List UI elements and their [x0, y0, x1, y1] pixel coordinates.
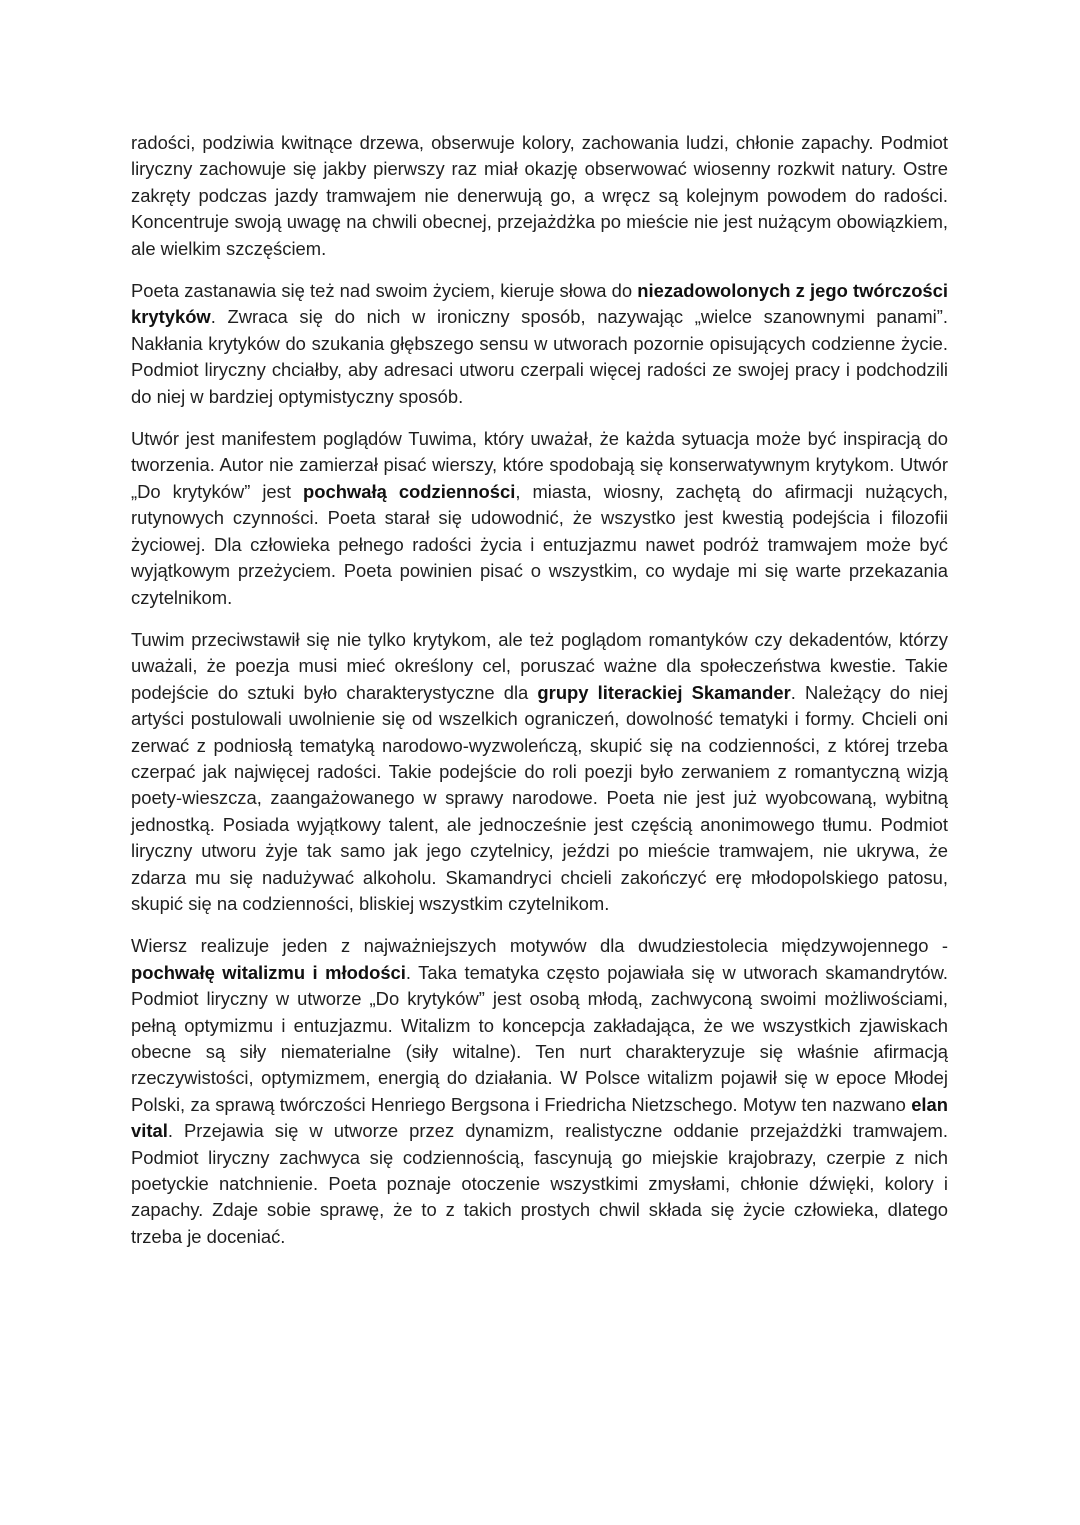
paragraph-3: [131, 426, 948, 611]
document-page: [131, 130, 948, 1266]
bold-phrase: elan vital: [131, 1093, 948, 1142]
text-segment: . Zwraca się do nich w ironiczny sposób, nazywając „wielce szanownymi panami”. Nakłania krytyków do szukania głębszego sensu w utworach pozornie opisujących codzienne życie. Podmiot liryczny chciałby, aby adresaci utworu czerpali więcej radości ze swojej pracy i podchodzili do niej w bardziej optymistyczny sposób.: [131, 306, 948, 407]
bold-phrase: pochwałą codzienności: [303, 480, 516, 502]
text-segment: . Należący do niej artyści postulowali uwolnienie się od wszelkich ograniczeń, dowolność tematyki i formy. Chcieli oni zerwać z podniosłą tematyką narodowo-wyzwoleńczą, skupić się na codzienności, z której trzeba czerpać jak najwięcej radości. Takie podejście do roli poezji było zerwaniem z romantyczną wizją poety-wieszcza, zaangażowanego w sprawy narodowe. Poeta nie jest już wyobcowaną, wybitną jednostką. Posiada wyjątkowy talent, ale jednocześnie jest częścią anonimowego tłumu. Podmiot liryczny utworu żyje tak samo jak jego czytelnicy, jeździ po mieście tramwajem, nie ukrywa, że zdarza mu się nadużywać alkoholu. Skamandryci chcieli zakończyć erę młodopolskiego patosu, skupić się na codzienności, bliskiej wszystkim czytelnikom.: [131, 681, 948, 914]
text-segment: Utwór jest manifestem poglądów Tuwima, który uważał, że każda sytuacja może być inspiracją do tworzenia. Autor nie zamierzał pisać wierszy, które spodobają się konserwatywnym krytykom. Utwór „Do krytyków” jest: [131, 428, 948, 502]
paragraph-2: [131, 278, 948, 410]
text-segment: , miasta, wiosny, zachętą do afirmacji nużących, rutynowych czynności. Poeta starał się udowodnić, że wszystko jest kwestią podejścia i filozofii życiowej. Dla człowieka pełnego radości życia i entuzjazmu nawet podróż tramwajem może być wyjątkowym przeżyciem. Poeta powinien pisać o wszystkim, co wydaje mi się warte przekazania czytelnikom.: [131, 480, 948, 608]
text-segment: radości, podziwia kwitnące drzewa, obserwuje kolory, zachowania ludzi, chłonie zapachy. Podmiot liryczny zachowuje się jakby pierwszy raz miał okazję obserwować wiosenny rozkwit natury. Ostre zakręty podczas jazdy tramwajem nie denerwują go, a wręcz są kolejnym powodem do radości. Koncentruje swoją uwagę na chwili obecnej, przejażdżka po mieście nie jest nużącym obowiązkiem, ale wielkim szczęściem.: [131, 132, 948, 259]
bold-phrase: grupy literackiej Skamander: [537, 681, 791, 703]
text-segment: Tuwim przeciwstawił się nie tylko krytykom, ale też poglądom romantyków czy dekadentów, którzy uważali, że poezja musi mieć określony cel, poruszać ważne dla społeczeństwa kwestie. Takie podejście do sztuki było charakterystyczne dla: [131, 628, 948, 703]
text-segment: Wiersz realizuje jeden z najważniejszych motywów dla dwudziestolecia międzywojennego -: [131, 935, 948, 957]
bold-phrase: niezadowolonych z jego twórczości krytyków: [131, 280, 948, 328]
paragraph-4: [131, 627, 948, 917]
text-segment: . Przejawia się w utworze przez dynamizm, realistyczne oddanie przejażdżki tramwajem. Podmiot liryczny zachwyca się codziennością, fascynują go miejskie krajobrazy, czerpie z nich poetyckie natchnienie. Poeta poznaje otoczenie wszystkimi zmysłami, chłonie dźwięki, kolory i zapachy. Zdaje sobie sprawę, że to z takich prostych chwil składa się życie człowieka, dlatego trzeba je doceniać.: [131, 1120, 948, 1247]
paragraph-5: [131, 933, 948, 1250]
paragraph-1: [131, 130, 948, 262]
text-segment: Poeta zastanawia się też nad swoim życiem, kieruje słowa do: [131, 280, 638, 302]
bold-phrase: pochwałę witalizmu i młodości: [131, 961, 406, 983]
text-segment: . Taka tematyka często pojawiała się w utworach skamandrytów. Podmiot liryczny w utworze „Do krytyków” jest osobą młodą, zachwyconą swoimi możliwościami, pełną optymizmu i entuzjazmu. Witalizm to koncepcja zakładająca, że we wszystkich zjawiskach obecne są siły niematerialne (siły witalne). Ten nurt charakteryzuje się właśnie afirmacją rzeczywistości, optymizmem, energią do działania. W Polsce witalizm pojawił się w epoce Młodej Polski, za sprawą twórczości Henriego Bergsona i Friedricha Nietzschego. Motyw ten nazwano: [131, 961, 949, 1115]
